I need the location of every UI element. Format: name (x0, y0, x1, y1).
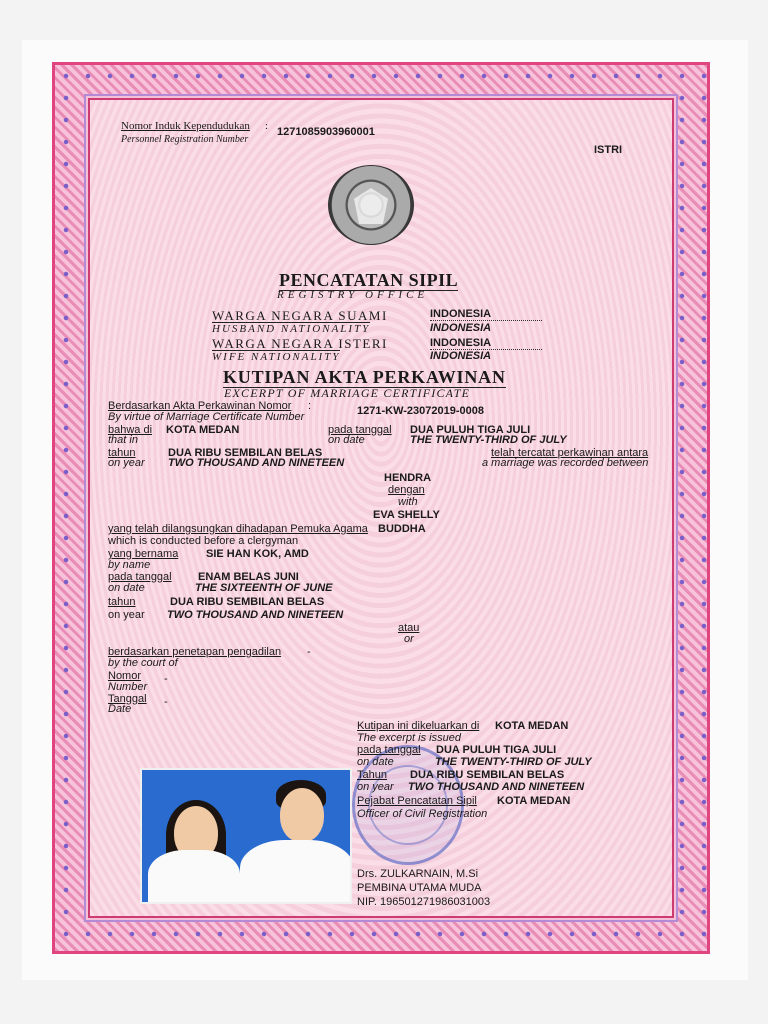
ceremony-date-value: ENAM BELAS JUNI (198, 571, 299, 583)
nik-value: 1271085903960001 (277, 126, 375, 138)
recorded-label: telah tercatat perkawinan antara (491, 447, 649, 459)
issued-label-en: The excerpt is issued (357, 732, 461, 744)
issued-date-label-en: on date (357, 756, 394, 768)
ceremony-date-label-en: on date (108, 582, 145, 594)
ceremony-date-label: pada tanggal (108, 571, 172, 583)
clergyman-name-value: SIE HAN KOK, AMD (206, 548, 309, 560)
issued-label: Kutipan ini dikeluarkan di (357, 720, 480, 732)
wife-nationality-label-en: WIFE NATIONALITY (212, 351, 341, 363)
date-label: pada tanggal (328, 424, 392, 436)
court-number-value: - (164, 673, 168, 685)
signatory-name: Drs. ZULKARNAIN, M.Si (357, 868, 479, 880)
husband-nationality-value-en: INDONESIA (430, 322, 492, 334)
date-value-en: THE TWENTY-THIRD OF JULY (410, 434, 567, 446)
issued-date-value-en: THE TWENTY-THIRD OF JULY (435, 756, 592, 768)
issued-date-value: DUA PULUH TIGA JULI (436, 744, 557, 756)
husband-nationality-value: INDONESIA (430, 308, 542, 321)
issued-year-value-en: TWO THOUSAND AND NINETEEN (408, 781, 585, 793)
basis-value: 1271-KW-23072019-0008 (357, 405, 484, 417)
officer-value: KOTA MEDAN (497, 795, 571, 807)
husband-name: HENDRA (384, 472, 432, 484)
issued-year-value: DUA RIBU SEMBILAN BELAS (410, 769, 565, 781)
issued-value: KOTA MEDAN (495, 720, 569, 732)
wife-nationality-value-en: INDONESIA (430, 350, 492, 362)
issued-date-label: pada tanggal (357, 744, 421, 756)
court-label: berdasarkan penetapan pengadilan (108, 646, 282, 658)
court-value: - (307, 646, 311, 658)
court-date-value: - (164, 696, 168, 708)
court-number-label-en: Number (108, 681, 148, 693)
ceremony-year-value: DUA RIBU SEMBILAN BELAS (170, 596, 325, 608)
ceremony-before-label-en: which is conducted before a clergyman (108, 535, 299, 547)
nik-label: Nomor Induk Kependudukan (121, 120, 250, 132)
office-title-en: REGISTRY OFFICE (277, 289, 429, 301)
issued-year-label: Tahun (357, 769, 387, 781)
issued-year-label-en: on year (357, 781, 394, 793)
wife-nationality-label: WARGA NEGARA ISTERI (212, 336, 388, 351)
with-label-en: with (398, 496, 418, 508)
couple-photo (140, 768, 352, 904)
husband-nationality-label: WARGA NEGARA SUAMI (212, 308, 388, 323)
officer-label: Pejabat Pencatatan Sipil (357, 795, 477, 807)
with-label: dengan (388, 484, 425, 496)
place-label: bahwa di (108, 424, 153, 436)
office-title: PENCATATAN SIPIL (279, 270, 459, 290)
nik-colon: : (265, 120, 269, 132)
ceremony-date-value-en: THE SIXTEENTH OF JUNE (195, 582, 333, 594)
place-label-en: that in (108, 434, 138, 446)
recorded-label-en: a marriage was recorded between (482, 457, 649, 469)
wife-nationality-value: INDONESIA (430, 337, 542, 350)
court-date-label: Tanggal (108, 693, 147, 705)
ceremony-year-value-en: TWO THOUSAND AND NINETEEN (167, 609, 344, 621)
or-label-en: or (404, 633, 414, 645)
certificate-title: KUTIPAN AKTA PERKAWINAN (223, 367, 506, 387)
year-value-en: TWO THOUSAND AND NINETEEN (168, 457, 345, 469)
nik-label-en: Personnel Registration Number (121, 134, 249, 145)
signatory-rank: PEMBINA UTAMA MUDA (357, 882, 482, 894)
year-label: tahun (108, 447, 136, 459)
clergyman-name-label-en: by name (108, 559, 151, 571)
place-value: KOTA MEDAN (166, 424, 240, 436)
ceremony-religion-value: BUDDHA (378, 523, 426, 535)
basis-label-en: By virtue of Marriage Certificate Number (108, 411, 305, 423)
wife-name: EVA SHELLY (373, 509, 440, 521)
husband-nationality-label-en: HUSBAND NATIONALITY (212, 323, 371, 335)
court-label-en: by the court of (108, 657, 178, 669)
ceremony-before-label: yang telah dilangsungkan dihadapan Pemuka Agama (108, 523, 368, 535)
date-value: DUA PULUH TIGA JULI (410, 424, 531, 436)
year-label-en: on year (108, 457, 145, 469)
signatory-nip: NIP. 196501271986031003 (357, 896, 491, 908)
ceremony-year-label-en: on year (108, 609, 145, 621)
officer-label-en: Officer of Civil Registration (357, 808, 488, 820)
certificate-title-en: EXCERPT OF MARRIAGE CERTIFICATE (224, 386, 471, 400)
or-label: atau (398, 622, 420, 634)
copy-type: ISTRI (594, 144, 623, 156)
court-date-label-en: Date (108, 703, 132, 715)
ceremony-year-label: tahun (108, 596, 136, 608)
court-number-label: Nomor (108, 670, 142, 682)
basis-colon: : (308, 400, 312, 412)
clergyman-name-label: yang bernama (108, 548, 179, 560)
basis-label: Berdasarkan Akta Perkawinan Nomor (108, 400, 292, 412)
year-value: DUA RIBU SEMBILAN BELAS (168, 447, 323, 459)
date-label-en: on date (328, 434, 365, 446)
